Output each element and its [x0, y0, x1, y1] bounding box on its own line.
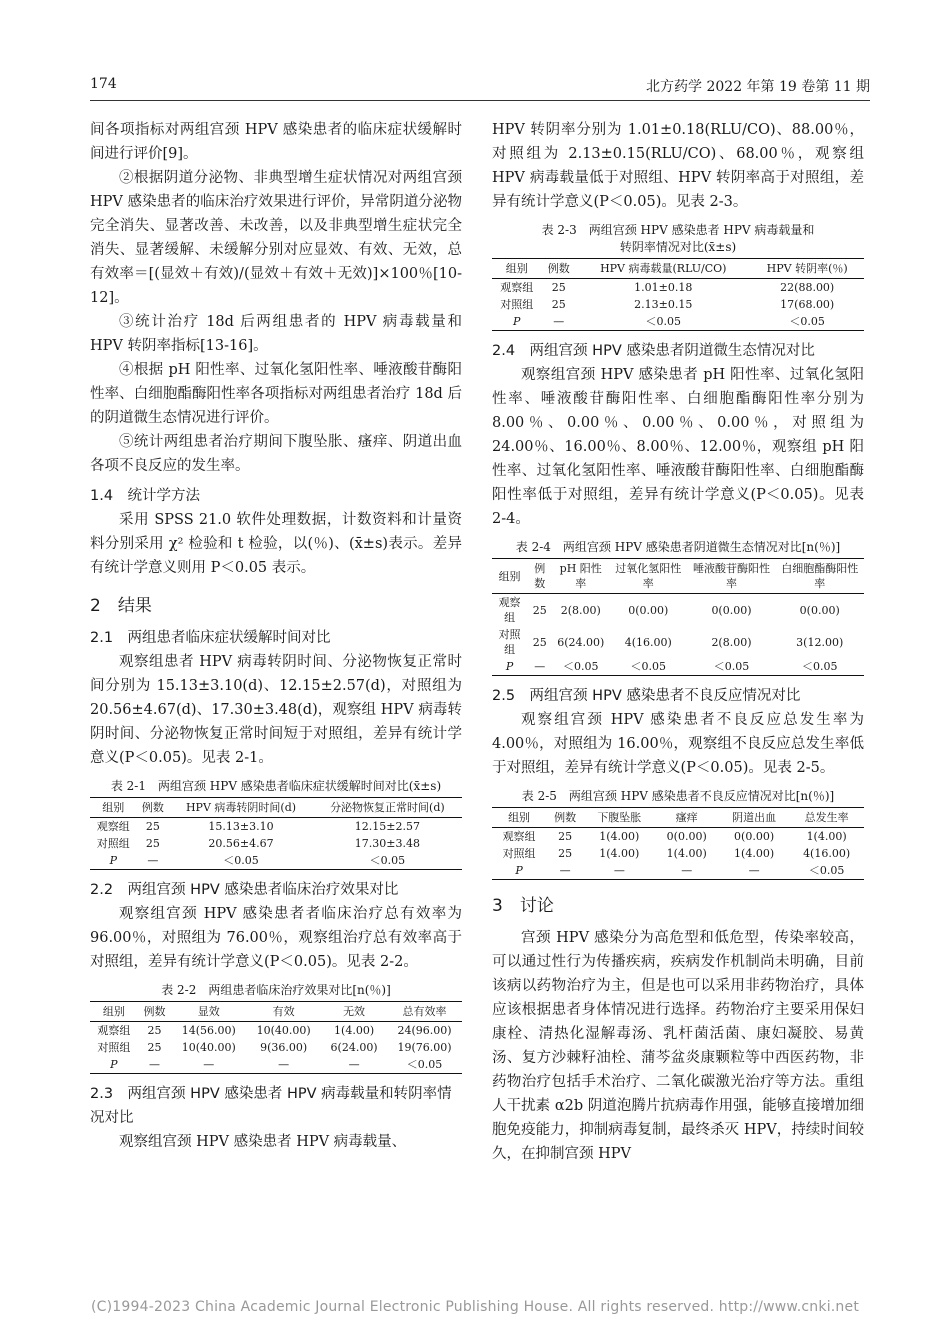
- table-cell: P: [90, 852, 137, 870]
- table-row: [90, 835, 462, 852]
- paragraph: ③统计治疗 18d 后两组患者的 HPV 病毒载量和 HPV 转阴率指标[13-16]。: [90, 314, 462, 354]
- table-cell: —: [321, 1056, 387, 1074]
- table-row: [492, 828, 864, 846]
- table-cell: 1(4.00): [806, 830, 847, 843]
- table-cell: ＜0.05: [552, 658, 609, 676]
- table-header: 组别: [90, 798, 137, 818]
- table-cell: 22(88.00): [780, 281, 835, 294]
- table-header: 总发生率: [789, 808, 864, 828]
- table-cell: 观察组: [502, 830, 536, 843]
- table-cell: 12.15±2.57: [354, 820, 420, 833]
- table-row: [492, 658, 864, 676]
- table-caption: 表 2-5 两组宫颈 HPV 感染患者不良反应情况对比[n(％)]: [521, 789, 835, 803]
- table-cell: —: [246, 1056, 321, 1074]
- table-row: [90, 1022, 462, 1040]
- table-header: 分泌物恢复正常时间(d): [313, 798, 462, 818]
- paragraph: 观察组宫颈 HPV 感染患者 HPV 病毒载量、: [119, 1134, 407, 1150]
- table-cell: 1(4.00): [734, 847, 775, 860]
- table-cell: 0(0.00): [711, 603, 752, 617]
- table-cell: ＜0.05: [576, 313, 750, 331]
- table-cell: ＜0.05: [387, 1056, 462, 1074]
- table-caption: 表 2-2 两组患者临床治疗效果对比[n(％)]: [161, 983, 391, 997]
- table-cell: —: [527, 658, 552, 676]
- table-header: 组别: [492, 808, 546, 828]
- paragraph: 观察组患者 HPV 病毒转阴时间、分泌物恢复正常时间分别为 15.13±3.10(d)、12.15±2.57(d)，对照组为 20.56±4.67(d)、17.30±3.48(d)，观察组 HPV 病毒转阴时间、分泌物恢复正常时间短于对照组，差异有统计学意义(P＜0.05)。见表 2-1。: [90, 654, 462, 766]
- table-header: 总有效率: [387, 1002, 462, 1022]
- table-2-4: [492, 558, 864, 676]
- table-header: 下腹坠胀: [584, 808, 654, 828]
- table-header: 显效: [171, 1002, 246, 1022]
- copyright-footer: (C)1994-2023 China Academic Journal Electronic Publishing House. All rights reserved. http://www.cnki.net: [90, 1299, 860, 1315]
- table-row: [492, 626, 864, 658]
- table-cell: 25: [532, 603, 547, 617]
- table-cell: ＜0.05: [750, 313, 864, 331]
- table-row: [492, 594, 864, 627]
- section-heading: 2.1 两组患者临床症状缓解时间对比: [90, 630, 331, 646]
- table-header: 例数: [138, 1002, 172, 1022]
- table-header: 白细胞酯酶阳性率: [775, 559, 864, 594]
- table-header: HPV 转阴率(％): [750, 259, 864, 279]
- table-cell: 1(4.00): [334, 1024, 375, 1037]
- table-header: 无效: [321, 1002, 387, 1022]
- table-cell: 17.30±3.48: [354, 837, 420, 850]
- table-cell: 17(68.00): [780, 298, 835, 311]
- table-caption-line: 转阴率情况对比(x̄±s): [619, 240, 737, 254]
- table-2-3: [492, 258, 864, 331]
- table-header: 例数: [541, 259, 576, 279]
- table-header: 唾液酸苷酶阳性率: [688, 559, 776, 594]
- table-cell: 24(96.00): [397, 1024, 452, 1037]
- table-header: HPV 病毒转阴时间(d): [169, 798, 313, 818]
- table-cell: ＜0.05: [775, 658, 864, 676]
- table-cell: —: [138, 1056, 172, 1074]
- journal-header: 北方药学 2022 年第 19 卷第 11 期: [646, 79, 870, 95]
- table-caption-line: 表 2-3 两组宫颈 HPV 感染患者 HPV 病毒载量和: [541, 223, 815, 237]
- section-heading: 2.4 两组宫颈 HPV 感染患者阴道微生态情况对比: [492, 343, 815, 359]
- table-cell: —: [719, 862, 789, 880]
- table-header: HPV 病毒载量(RLU/CO): [576, 259, 750, 279]
- section-heading: 2.3 两组宫颈 HPV 感染患者 HPV 病毒载量和转阴率情况对比: [90, 1086, 452, 1126]
- table-cell: 25: [558, 830, 573, 843]
- table-cell: 观察组: [500, 281, 534, 294]
- table-header: 例数: [137, 798, 170, 818]
- table-cell: 0(0.00): [666, 830, 707, 843]
- table-cell: —: [171, 1056, 246, 1074]
- table-cell: 25: [147, 1024, 162, 1037]
- table-row: [90, 1056, 462, 1074]
- table-cell: ＜0.05: [789, 862, 864, 880]
- table-cell: ＜0.05: [169, 852, 313, 870]
- table-row: [492, 845, 864, 862]
- table-cell: ＜0.05: [609, 658, 687, 676]
- table-cell: —: [654, 862, 719, 880]
- table-caption: [492, 222, 864, 256]
- table-cell: —: [137, 852, 170, 870]
- table-header: 过氧化氢阳性率: [609, 559, 687, 594]
- table-2-5: [492, 807, 864, 880]
- table-cell: 10(40.00): [256, 1024, 311, 1037]
- table-cell: P: [492, 658, 527, 676]
- page-number: 174: [90, 76, 117, 92]
- table-cell: 对照组: [96, 837, 130, 850]
- table-cell: P: [492, 313, 541, 331]
- table-header: 瘙痒: [654, 808, 719, 828]
- table-cell: 25: [147, 1041, 162, 1054]
- table-cell: 1(4.00): [599, 830, 640, 843]
- table-cell: 25: [145, 820, 160, 833]
- table-cell: —: [584, 862, 654, 880]
- table-cell: 25: [145, 837, 160, 850]
- table-row: [90, 818, 462, 836]
- section-heading: 2.2 两组宫颈 HPV 感染患者临床治疗效果对比: [90, 882, 399, 898]
- table-header: 组别: [492, 559, 527, 594]
- table-row: [492, 296, 864, 313]
- table-cell: 10(40.00): [181, 1041, 236, 1054]
- table-cell: 0(0.00): [628, 603, 669, 617]
- table-cell: ＜0.05: [688, 658, 776, 676]
- table-header: 例数: [546, 808, 584, 828]
- section-heading: 1.4 统计学方法: [90, 488, 201, 504]
- table-cell: ＜0.05: [313, 852, 462, 870]
- table-cell: 25: [551, 281, 566, 294]
- table-cell: 4(16.00): [803, 847, 851, 860]
- paragraph: ⑤统计两组患者治疗期间下腹坠胀、瘙痒、阴道出血各项不良反应的发生率。: [90, 434, 462, 474]
- table-header: pH 阳性率: [552, 559, 609, 594]
- section-heading: 2 结果: [90, 596, 152, 616]
- table-cell: 对照组: [97, 1041, 131, 1054]
- table-header: 组别: [90, 1002, 138, 1022]
- table-cell: 对照组: [502, 847, 536, 860]
- table-cell: 15.13±3.10: [208, 820, 274, 833]
- table-cell: 2(8.00): [711, 635, 752, 649]
- table-header: 组别: [492, 259, 541, 279]
- paragraph: HPV 转阴率分别为 1.01±0.18(RLU/CO)、88.00％，对照组为 2.13±0.15(RLU/CO)、68.00％，观察组 HPV 病毒载量低于对照组、HPV 转阴率高于对照组，差异有统计学意义(P＜0.05)。见表 2-3。: [492, 122, 864, 210]
- table-cell: 25: [551, 298, 566, 311]
- table-cell: 对照组: [500, 298, 534, 311]
- paragraph: 观察组宫颈 HPV 感染患者者临床治疗总有效率为 96.00％，对照组为 76.00％，观察组治疗总有效率高于对照组，差异有统计学意义(P＜0.05)。见表 2-2。: [90, 906, 462, 970]
- table-cell: 0(0.00): [734, 830, 775, 843]
- table-cell: 2.13±0.15: [634, 298, 693, 311]
- table-caption: 表 2-4 两组宫颈 HPV 感染患者阴道微生态情况对比[n(％)]: [515, 540, 841, 554]
- paragraph: 观察组宫颈 HPV 感染患者不良反应总发生率为 4.00％，对照组为 16.00％，观察组不良反应总发生率低于对照组，差异有统计学意义(P＜0.05)。见表 2-5。: [492, 712, 864, 776]
- table-row: [492, 313, 864, 331]
- table-cell: 2(8.00): [560, 603, 601, 617]
- section-heading: 3 讨论: [492, 896, 554, 916]
- table-caption: 表 2-1 两组宫颈 HPV 感染患者临床症状缓解时间对比(x̄±s): [110, 779, 442, 793]
- paragraph: ④根据 pH 阳性率、过氧化氢阳性率、唾液酸苷酶阳性率、白细胞酯酶阳性率各项指标对两组患者治疗 18d 后的阴道微生态情况进行评价。: [90, 362, 462, 426]
- table-cell: 1(4.00): [666, 847, 707, 860]
- table-cell: 14(56.00): [181, 1024, 236, 1037]
- left-column: [90, 118, 462, 1154]
- table-row: [90, 1039, 462, 1056]
- table-cell: 1(4.00): [599, 847, 640, 860]
- table-row: [90, 852, 462, 870]
- table-cell: 20.56±4.67: [208, 837, 274, 850]
- table-cell: 观察组: [498, 596, 521, 624]
- table-cell: 6(24.00): [330, 1041, 378, 1054]
- table-cell: —: [546, 862, 584, 880]
- table-cell: 0(0.00): [799, 603, 840, 617]
- table-header: 有效: [246, 1002, 321, 1022]
- table-cell: 3(12.00): [796, 635, 844, 649]
- table-cell: P: [90, 1056, 138, 1074]
- table-cell: 25: [532, 635, 547, 649]
- table-row: [492, 862, 864, 880]
- header-rule: [90, 100, 870, 101]
- paragraph: 宫颈 HPV 感染分为高危型和低危型，传染率较高，可以通过性行为传播疾病，疾病发作机制尚未明确，目前该病以药物治疗为主，但是也可以采用非药物治疗，具体应该根据患者身体情况进行选择。药物治疗主要采用保妇康栓、清热化湿解毒汤、乳杆菌活菌、康妇凝胶、易黄汤、复方沙棘籽油栓、蒲芩盆炎康颗粒等中西医药物，非药物治疗包括手术治疗、二氧化碳激光治疗等方法。重组人干扰素 α2b 阴道泡腾片抗病毒作用强，能够直接增加细胞免疫能力，抑制病毒复制，最终杀灭 HPV，持续时间较久，在抑制宫颈 HPV: [492, 930, 864, 1162]
- table-cell: 1.01±0.18: [634, 281, 693, 294]
- table-cell: 观察组: [96, 820, 130, 833]
- table-2-2: [90, 1001, 462, 1074]
- paragraph: ②根据阴道分泌物、非典型增生症状情况对两组宫颈 HPV 感染患者的临床治疗效果进行评价，异常阴道分泌物完全消失、显著改善、未改善，以及非典型增生症状完全消失、显著缓解、未缓解分别对应显效、有效、无效，总有效率＝[(显效＋有效)/(显效＋有效＋无效)]×100％[10-12]。: [90, 170, 462, 306]
- table-cell: —: [541, 313, 576, 331]
- table-cell: P: [492, 862, 546, 880]
- section-heading: 2.5 两组宫颈 HPV 感染患者不良反应情况对比: [492, 688, 801, 704]
- table-2-1: [90, 797, 462, 870]
- table-cell: 19(76.00): [397, 1041, 452, 1054]
- paragraph: 间各项指标对两组宫颈 HPV 感染患者的临床症状缓解时间进行评价[9]。: [90, 122, 462, 162]
- table-cell: 4(16.00): [624, 635, 672, 649]
- right-column: [492, 118, 864, 1166]
- table-cell: 9(36.00): [260, 1041, 308, 1054]
- table-cell: 6(24.00): [557, 635, 605, 649]
- table-cell: 观察组: [97, 1024, 131, 1037]
- table-cell: 25: [558, 847, 573, 860]
- table-cell: 对照组: [498, 628, 521, 656]
- paragraph: 观察组宫颈 HPV 感染患者 pH 阳性率、过氧化氢阳性率、唾液酸苷酶阳性率、白细胞酯酶阳性率分别为 8.00％、0.00％、0.00％、0.00％，对照组为 24.00％、16.00％、8.00％、12.00％，观察组 pH 阳性率、过氧化氢阳性率、唾液酸苷酶阳性率、白细胞酯酶阳性率低于对照组，差异有统计学意义(P＜0.05)。见表 2-4。: [492, 367, 864, 527]
- paragraph: 采用 SPSS 21.0 软件处理数据，计数资料和计量资料分别采用 χ² 检验和 t 检验，以(％)、(x̄±s)表示。差异有统计学意义则用 P＜0.05 表示。: [90, 512, 462, 576]
- table-header: 阴道出血: [719, 808, 789, 828]
- table-header: 例数: [527, 559, 552, 594]
- table-row: [492, 279, 864, 297]
